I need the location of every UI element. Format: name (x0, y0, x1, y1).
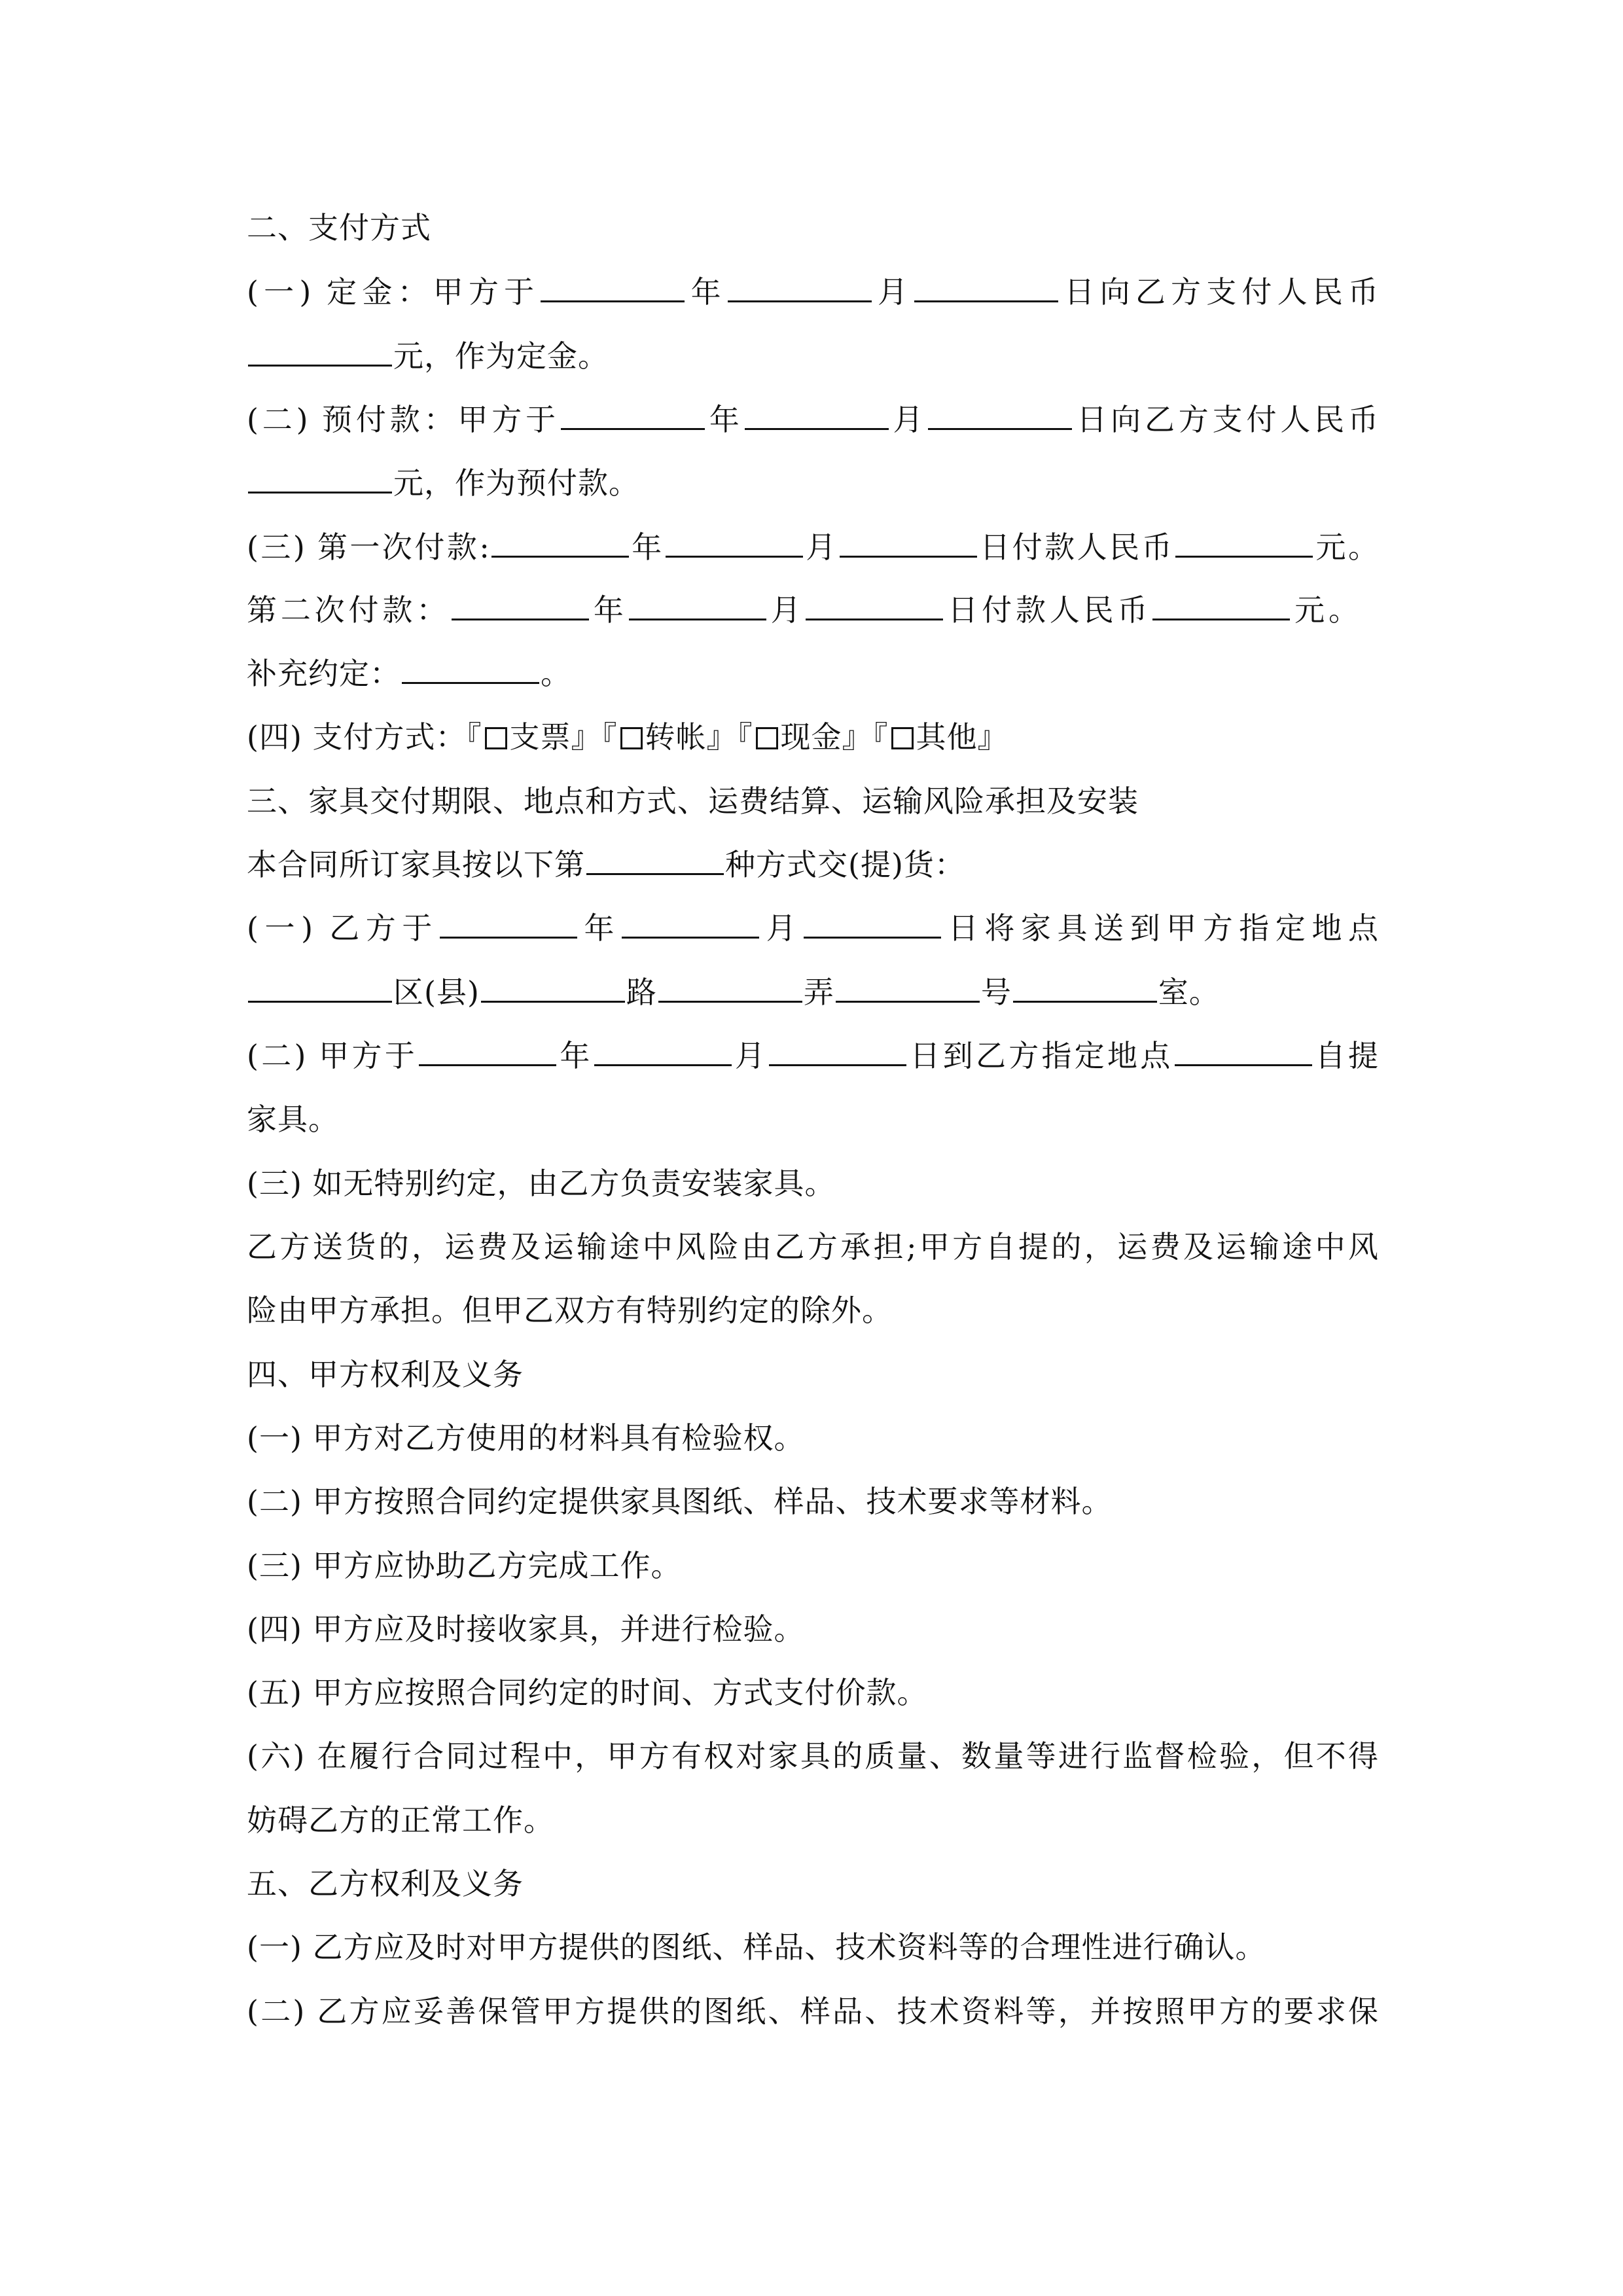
number-blank[interactable] (836, 973, 980, 1003)
deposit-month-blank[interactable] (728, 273, 872, 302)
lane-blank[interactable] (658, 973, 802, 1003)
first-payment-line: (三) 第一次付款: 年 月 日付款人民币 元。 (247, 529, 1380, 565)
prepay-amount-blank[interactable] (248, 464, 392, 493)
second-year-blank[interactable] (452, 591, 589, 620)
delivery-year-blank[interactable] (440, 909, 577, 939)
section3-heading: 三、家具交付期限、地点和方式、运费结算、运输风险承担及安装 (247, 783, 1139, 819)
section5-item-1: (一) 乙方应及时对甲方提供的图纸、样品、技术资料等的合理性进行确认。 (247, 1929, 1266, 1965)
delivery-intro-line: 本合同所订家具按以下第 种方式交(提)货： (247, 847, 965, 882)
first-day-blank[interactable] (840, 528, 977, 558)
section4-item-4: (四) 甲方应及时接收家具，并进行检验。 (247, 1611, 805, 1647)
supplement-blank[interactable] (402, 655, 539, 684)
checkbox-icon[interactable] (620, 727, 643, 749)
section4-item-6-line1: (六) 在履行合同过程中，甲方有权对家具的质量、数量等进行监督检验，但不得 (247, 1738, 1379, 1774)
section4-item-1: (一) 甲方对乙方使用的材料具有检验权。 (247, 1420, 805, 1456)
second-day-blank[interactable] (806, 591, 943, 620)
install-clause: (三) 如无特别约定，由乙方负责安装家具。 (247, 1166, 836, 1201)
section4-item-6-line2: 妨碍乙方的正常工作。 (247, 1803, 554, 1838)
risk-clause-line2: 险由甲方承担。但甲乙双方有特别约定的除外。 (247, 1293, 893, 1328)
prepay-day-blank[interactable] (928, 401, 1072, 430)
prepay-line: (二) 预付款：甲方于 年 月 日向乙方支付人民币 (247, 402, 1380, 437)
deposit-line: (一) 定金：甲方于 年 月 日向乙方支付人民币 (247, 274, 1380, 310)
second-payment-line: 第二次付款： 年 月 日付款人民币 元。 (247, 592, 1360, 628)
section5-item-2: (二) 乙方应妥善保管甲方提供的图纸、样品、技术资料等，并按照甲方的要求保 (247, 1994, 1379, 2029)
first-month-blank[interactable] (666, 528, 803, 558)
deposit-day-blank[interactable] (914, 273, 1058, 302)
section4-item-5: (五) 甲方应按照合同约定的时间、方式支付价款。 (247, 1675, 928, 1710)
checkbox-icon[interactable] (485, 727, 507, 749)
section4-heading: 四、甲方权利及义务 (247, 1357, 524, 1392)
first-year-blank[interactable] (491, 528, 629, 558)
delivery-line: (一) 乙方于 年 月 日将家具送到甲方指定地点 (247, 910, 1380, 946)
delivery-month-blank[interactable] (622, 909, 759, 939)
prepay-year-blank[interactable] (561, 401, 705, 430)
pickup-month-blank[interactable] (594, 1037, 732, 1066)
pickup-line: (二) 甲方于 年 月 日到乙方指定地点 自提 (247, 1038, 1380, 1073)
deposit-line-cont: 元，作为定金。 (247, 336, 1379, 376)
room-blank[interactable] (1013, 973, 1157, 1003)
road-blank[interactable] (481, 973, 625, 1003)
prepay-line-cont: 元，作为预付款。 (247, 463, 1379, 503)
section4-item-2: (二) 甲方按照合同约定提供家具图纸、样品、技术要求等材料。 (247, 1484, 1113, 1519)
checkbox-icon[interactable] (756, 727, 778, 749)
payment-method-line: (四) 支付方式：『 支票』『 转帐』『 现金』『 其他』 (247, 719, 1008, 755)
section4-item-3: (三) 甲方应协助乙方完成工作。 (247, 1548, 682, 1583)
supplement-line: 补充约定： 。 (247, 656, 571, 691)
pickup-location-blank[interactable] (1175, 1037, 1312, 1066)
pickup-day-blank[interactable] (769, 1037, 906, 1066)
section2-heading: 二、支付方式 (247, 210, 431, 245)
deposit-amount-blank[interactable] (248, 337, 392, 367)
delivery-address-line: 区(县) 路 弄 号 室。 (247, 973, 1379, 1012)
risk-clause-line1: 乙方送货的，运费及运输途中风险由乙方承担;甲方自提的，运费及运输途中风 (247, 1229, 1379, 1265)
deposit-year-blank[interactable] (541, 273, 685, 302)
second-month-blank[interactable] (629, 591, 766, 620)
section5-heading: 五、乙方权利及义务 (247, 1866, 524, 1901)
checkbox-icon[interactable] (891, 727, 914, 749)
delivery-method-blank[interactable] (586, 846, 724, 875)
second-amount-blank[interactable] (1152, 591, 1290, 620)
pickup-year-blank[interactable] (419, 1037, 556, 1066)
first-amount-blank[interactable] (1175, 528, 1313, 558)
district-blank[interactable] (248, 973, 392, 1003)
pickup-line-cont: 家具。 (247, 1102, 339, 1137)
prepay-month-blank[interactable] (745, 401, 889, 430)
delivery-day-blank[interactable] (804, 909, 941, 939)
